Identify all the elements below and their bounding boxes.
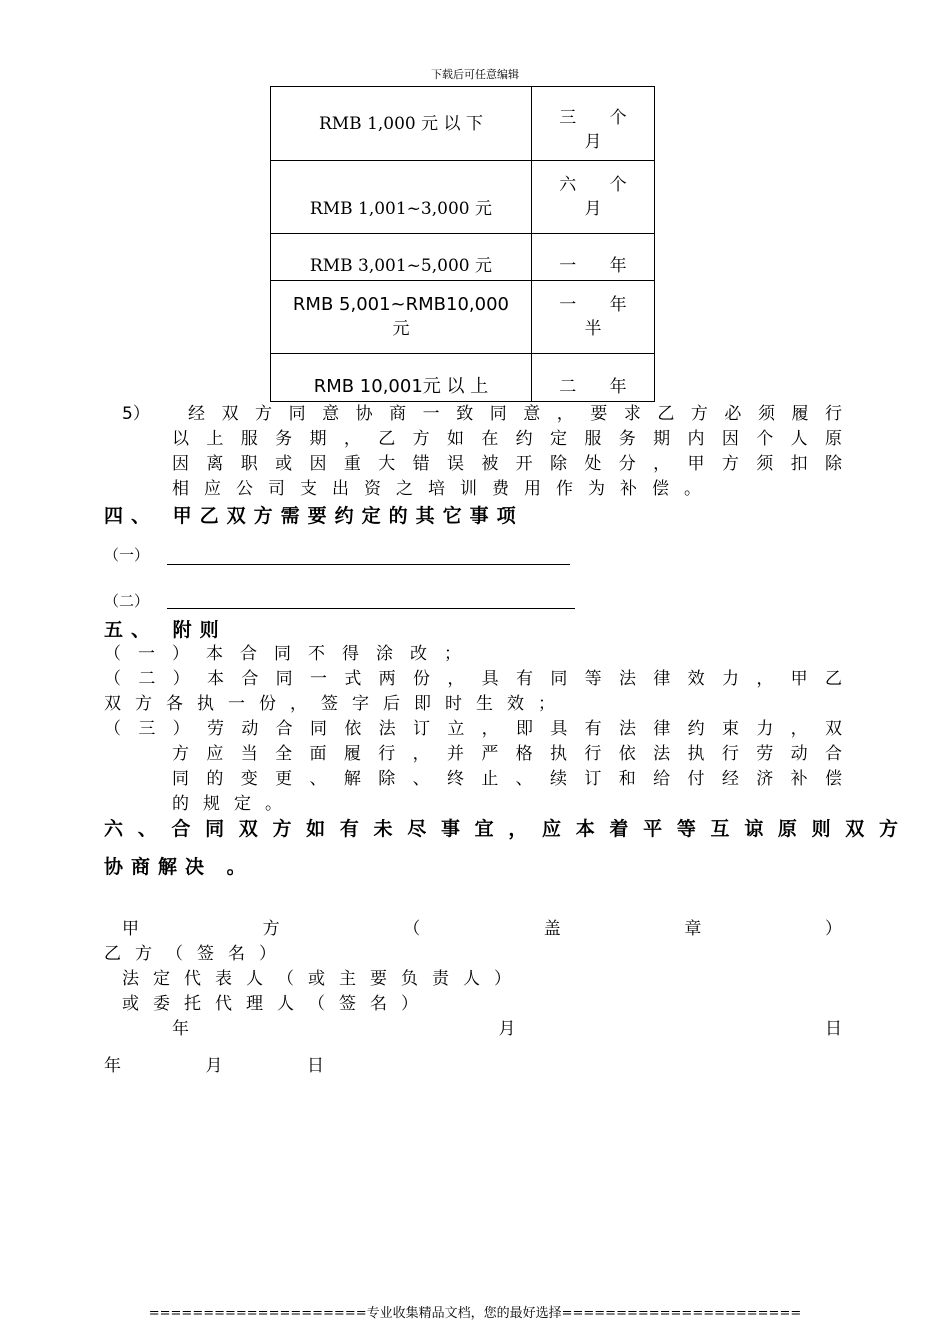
date-year: 年 [172, 1019, 189, 1039]
table-row [271, 87, 655, 161]
date-month: 月 [498, 1019, 516, 1039]
clause-line: 因离职或因重大错误被开除处分，甲方须扣除 [172, 454, 842, 474]
fill-in-line[interactable] [167, 608, 575, 609]
sig-char: 甲 [122, 919, 139, 939]
period-cell [531, 281, 654, 354]
section5-item3 [104, 717, 842, 742]
table-row [271, 161, 655, 234]
amount-cell [271, 87, 532, 161]
period-text: 三 个 [559, 107, 641, 128]
period-cell [531, 234, 654, 281]
clause5-number: 5） [122, 404, 150, 424]
clause-line: 方应当全面履行，并严格执行依法执行劳动合 [172, 744, 842, 764]
clause-line: 相应公司支出资之培训费用作为补偿。 [172, 479, 716, 499]
date-year: 年 [104, 1056, 121, 1076]
clause-line: 双方各执一份，签字后即时生效； [104, 694, 569, 714]
period-text: 一 年 [559, 295, 641, 315]
sig-char: （ [403, 919, 421, 939]
clause-line: 六、合同双方如有未尽事宜，应本着平等互谅原则双方 [104, 818, 898, 840]
period-text: 月 [584, 199, 616, 219]
party-b-signature: 乙方（签名） [104, 944, 290, 964]
period-text: 二 年 [559, 376, 641, 397]
amount-text: RMB 3,001~5,000 元 [309, 256, 492, 276]
clause5-text [188, 402, 842, 427]
amount-cell [271, 281, 532, 354]
amount-text: RMB 1,000 元 以 下 [318, 113, 483, 134]
date-month: 月 [205, 1056, 223, 1076]
section4-item2-label: （二） [104, 592, 150, 610]
period-text: 月 [584, 131, 616, 152]
table-row [271, 354, 655, 402]
section4-title: 四、 甲乙双方需要约定的其它事项 [104, 505, 524, 527]
amount-cell [271, 161, 532, 234]
clause-line: 经双方同意协商一致同意，要求乙方必须履行 [188, 404, 842, 424]
footer-note: ====================专业收集精品文档，您的最好选择====================== [148, 1306, 802, 1321]
amount-text: 元 [392, 319, 410, 339]
clause-line: 的规定。 [172, 794, 296, 814]
clause-line: 同的变更、解除、终止、续订和给付经济补偿 [172, 769, 842, 789]
amount-text: RMB 10,001元 以 上 [313, 375, 489, 397]
section6-text [104, 815, 898, 843]
period-text: 六 个 [559, 175, 641, 195]
section5-item1: （一）本合同不得涂改； [104, 644, 478, 664]
date-line-2 [104, 1054, 324, 1079]
section4-item1-label: （一） [104, 546, 150, 564]
fill-in-line[interactable] [167, 564, 570, 565]
sig-char: 盖 [543, 919, 561, 939]
period-cell [531, 354, 654, 402]
date-day: 日 [307, 1056, 324, 1076]
section5-item2 [104, 667, 842, 692]
sig-char: ） [824, 919, 842, 939]
period-cell [531, 161, 654, 234]
date-line-1 [172, 1017, 842, 1042]
date-day: 日 [825, 1019, 842, 1039]
period-cell [531, 87, 654, 161]
clause5-text [172, 427, 842, 477]
amount-cell [271, 234, 532, 281]
amount-cell [271, 354, 532, 402]
period-text: 一 年 [559, 256, 641, 276]
clause-line: 协商解决 。 [104, 856, 254, 878]
table-row [271, 281, 655, 354]
legal-representative: 法定代表人（或主要负责人） [122, 969, 525, 989]
sig-char: 章 [684, 919, 702, 939]
amount-text: RMB 1,001~3,000 元 [309, 199, 492, 219]
section5-item3 [172, 742, 842, 792]
sig-char: 方 [262, 919, 280, 939]
clause-line: 以上服务期，乙方如在约定服务期内因个人原 [172, 429, 842, 449]
service-period-table [270, 86, 655, 402]
section5-title: 五、 附则 [104, 619, 227, 641]
header-note: 下载后可任意编辑 [431, 68, 519, 81]
clause-line: （三）劳动合同依法订立，即具有法律约束力，双 [104, 719, 842, 739]
authorized-agent: 或委托代理人（签名） [122, 994, 432, 1014]
table-row [271, 234, 655, 281]
party-a-signature [122, 917, 842, 942]
amount-text: RMB 5,001~RMB10,000 [292, 294, 509, 315]
clause-line: （二）本合同一式两份，具有同等法律效力，甲乙 [104, 669, 842, 689]
period-text: 半 [584, 319, 616, 339]
